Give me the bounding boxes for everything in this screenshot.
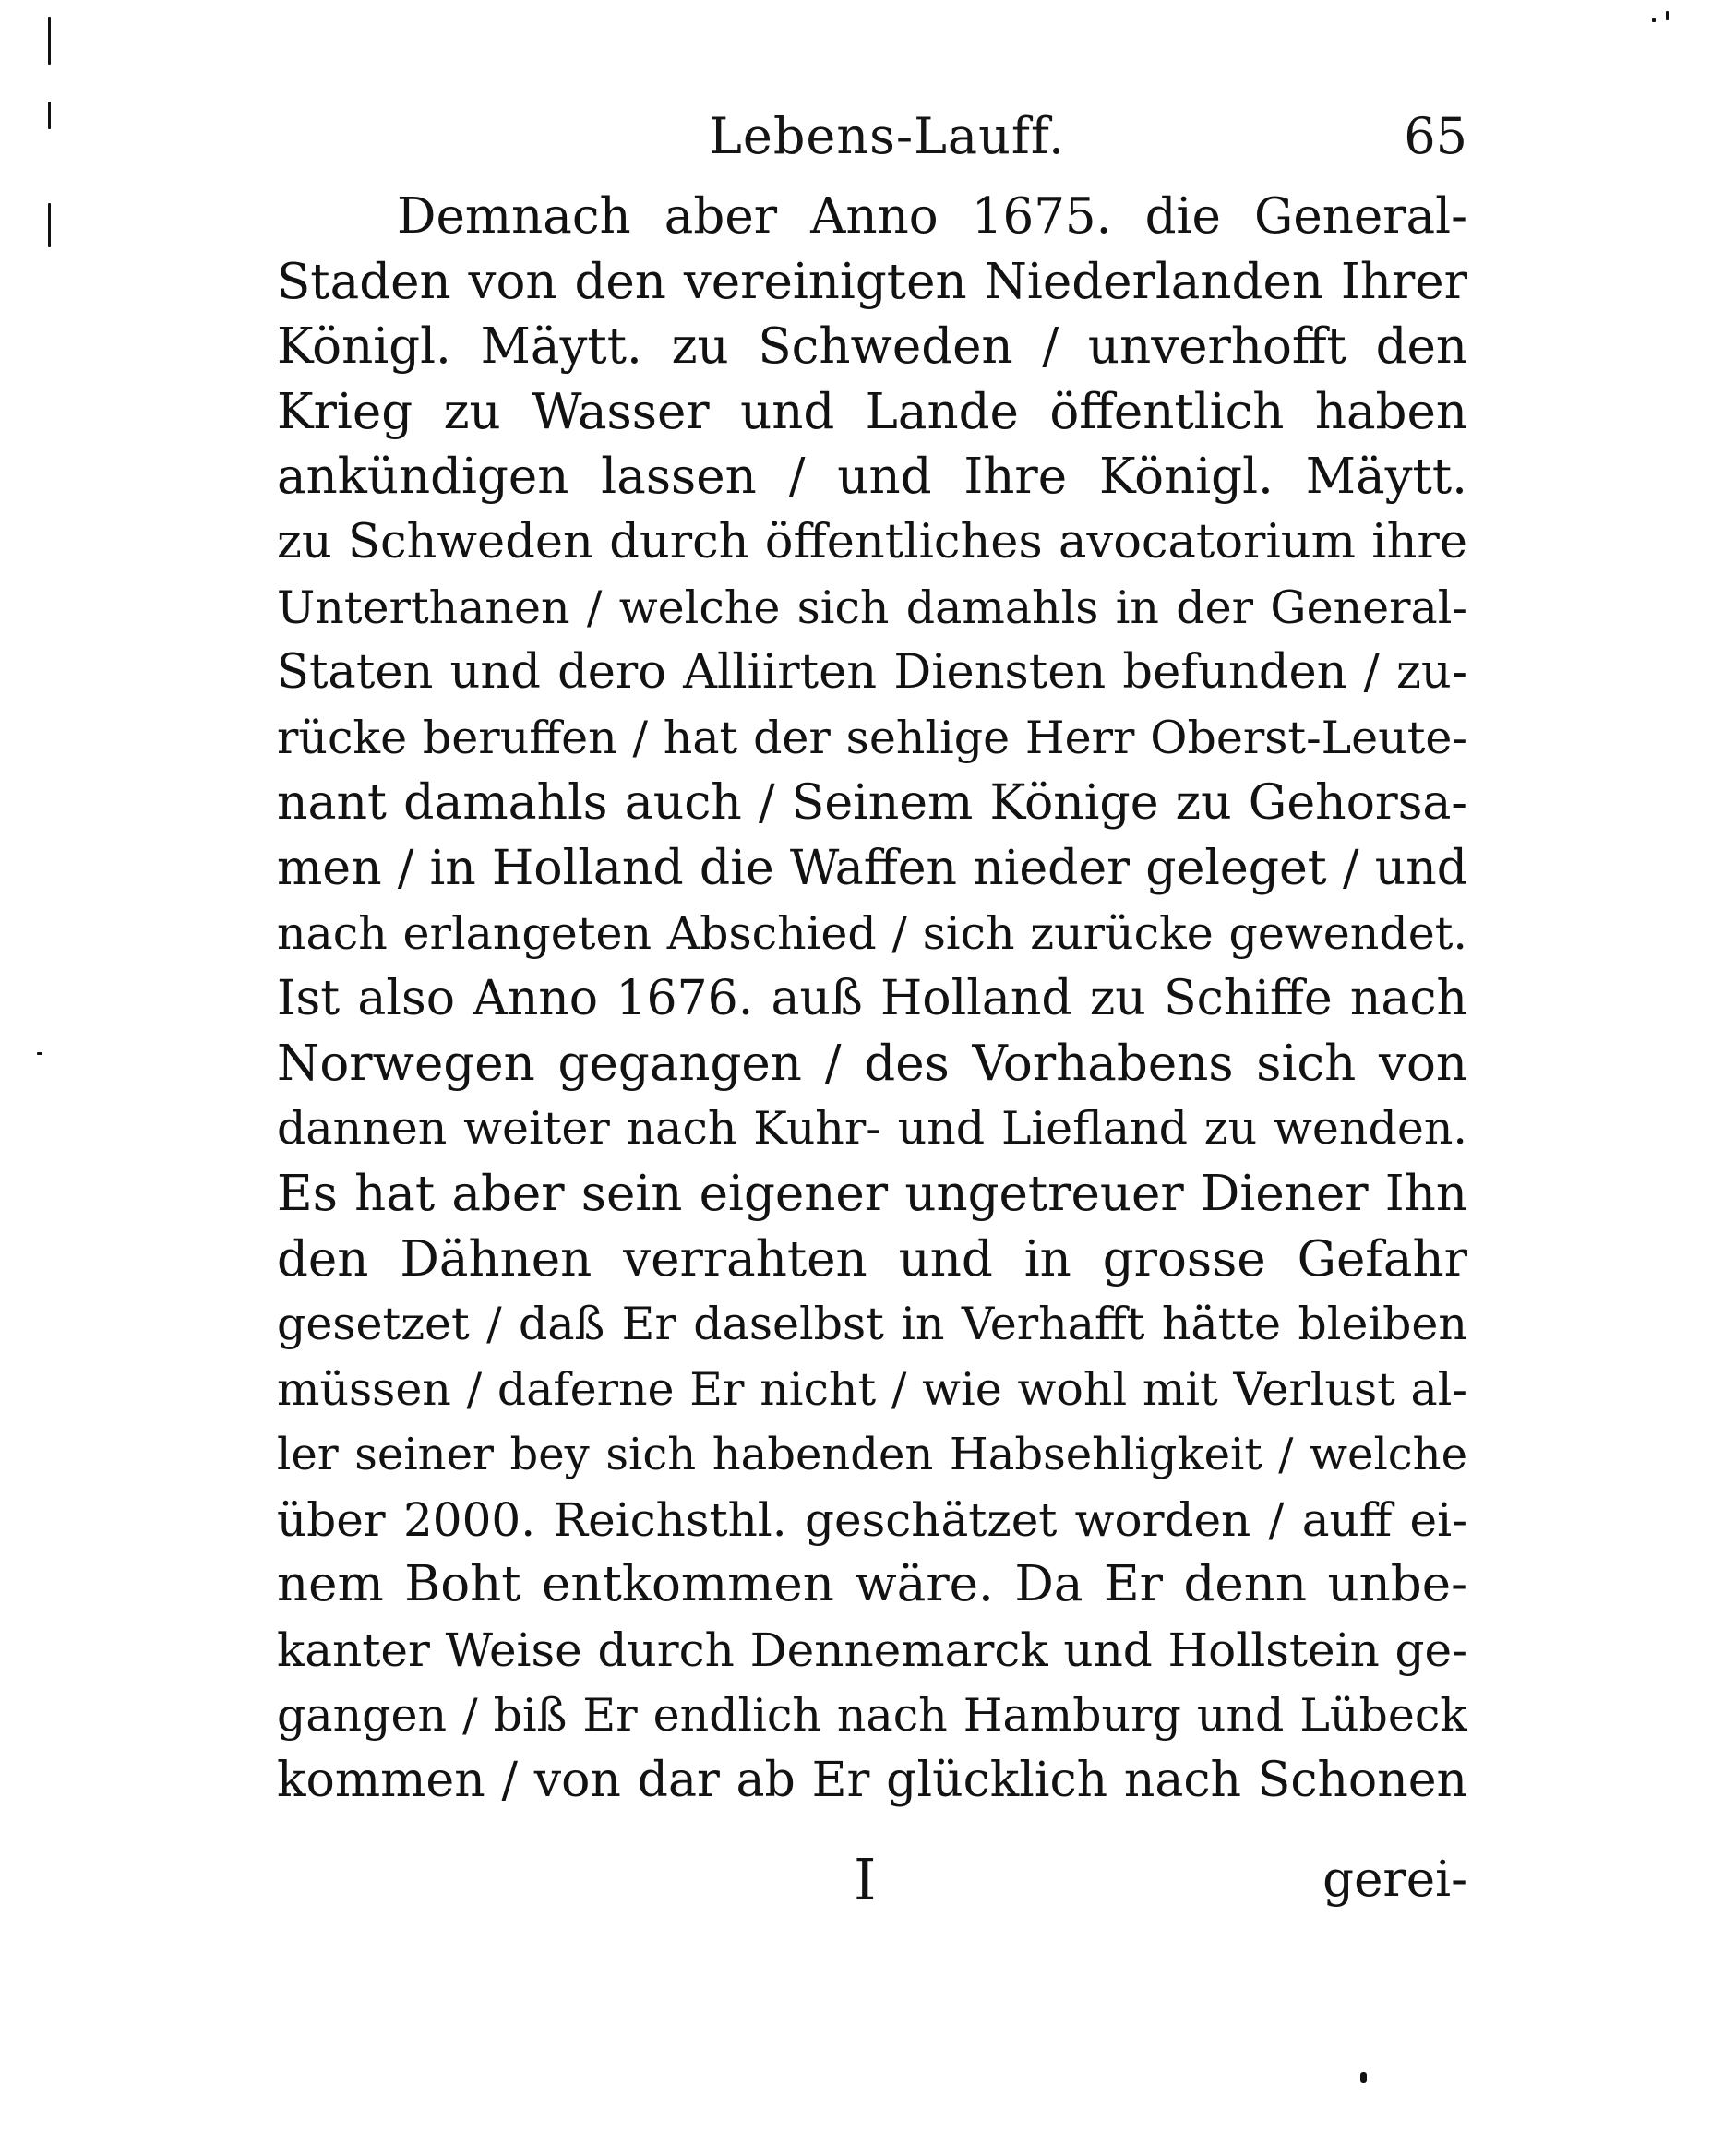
- text-line: Es hat aber sein eigener ungetreuer Diener Ihn: [277, 1165, 1467, 1222]
- text-line: Demnach aber Anno 1675. die General-: [397, 188, 1467, 245]
- text-line: den Dähnen verrahten und in grosse Gefahr: [277, 1230, 1467, 1288]
- text-line: men / in Holland die Waffen nieder geleget / und: [277, 840, 1467, 896]
- text-line: ankündigen lassen / und Ihre Königl. Mäytt.: [277, 449, 1467, 506]
- text-line: Unterthanen / welche sich damahls in der General-: [277, 581, 1467, 634]
- text-line: dannen weiter nach Kuhr- und Liefland zu wenden.: [277, 1102, 1467, 1156]
- text-line: müssen / daferne Er nicht / wie wohl mit Verlust al-: [277, 1362, 1467, 1416]
- page-header: [277, 100, 1467, 183]
- text-line: gesetzet / daß Er daselbst in Verhafft hätte bleiben: [277, 1298, 1467, 1351]
- text-line: nach erlangeten Abschied / sich zurücke gewendet.: [277, 906, 1467, 960]
- scan-edge-mark: [37, 1052, 42, 1055]
- text-line: zu Schweden durch öffentliches avocatorium ihre: [277, 514, 1467, 569]
- text-line: kanter Weise durch Dennemarck und Hollstein ge-: [277, 1623, 1467, 1678]
- text-line: ler seiner bey sich habenden Habsehligkeit / welche: [277, 1429, 1467, 1481]
- body-text: [277, 185, 1467, 1814]
- text-line: nem Boht entkommen wäre. Da Er denn unbe-: [277, 1556, 1467, 1613]
- text-line: rücke beruffen / hat der sehlige Herr Oberst-Leute-: [277, 711, 1467, 764]
- text-line: Staten und dero Alliirten Diensten befunden / zu-: [277, 645, 1467, 701]
- page-footer: [277, 1846, 1467, 1929]
- scan-edge-mark: [48, 17, 51, 65]
- text-line: gangen / biß Er endlich nach Hamburg und Lübeck: [277, 1688, 1467, 1742]
- text-line: kommen / von dar ab Er glücklich nach Schonen: [277, 1753, 1467, 1809]
- text-line: nant damahls auch / Seinem Könige zu Gehorsa-: [277, 775, 1467, 832]
- running-title: Lebens-Lauff.: [709, 107, 1066, 165]
- scan-edge-mark: [48, 203, 51, 247]
- text-line: Königl. Mäytt. zu Schweden / unverhofft den: [277, 318, 1467, 376]
- signature-mark: I: [854, 1846, 877, 1913]
- scan-edge-mark: [1666, 11, 1669, 20]
- text-line: Krieg zu Wasser und Lande öffentlich haben: [277, 383, 1467, 440]
- text-line: über 2000. Reichsthl. geschätzet worden / auff ei-: [277, 1492, 1467, 1547]
- text-line: Ist also Anno 1676. auß Holland zu Schiffe nach: [277, 971, 1467, 1027]
- scan-edge-mark: [48, 102, 51, 129]
- scan-edge-mark: [1652, 18, 1656, 22]
- page-number: 65: [1404, 107, 1467, 165]
- text-line: Norwegen gegangen / des Vorhabens sich von: [277, 1035, 1467, 1092]
- text-line: Staden von den vereinigten Niederlanden Ihrer: [277, 253, 1467, 310]
- scan-ink-dot: [1360, 2072, 1367, 2083]
- catchword: gerei-: [1322, 1851, 1467, 1908]
